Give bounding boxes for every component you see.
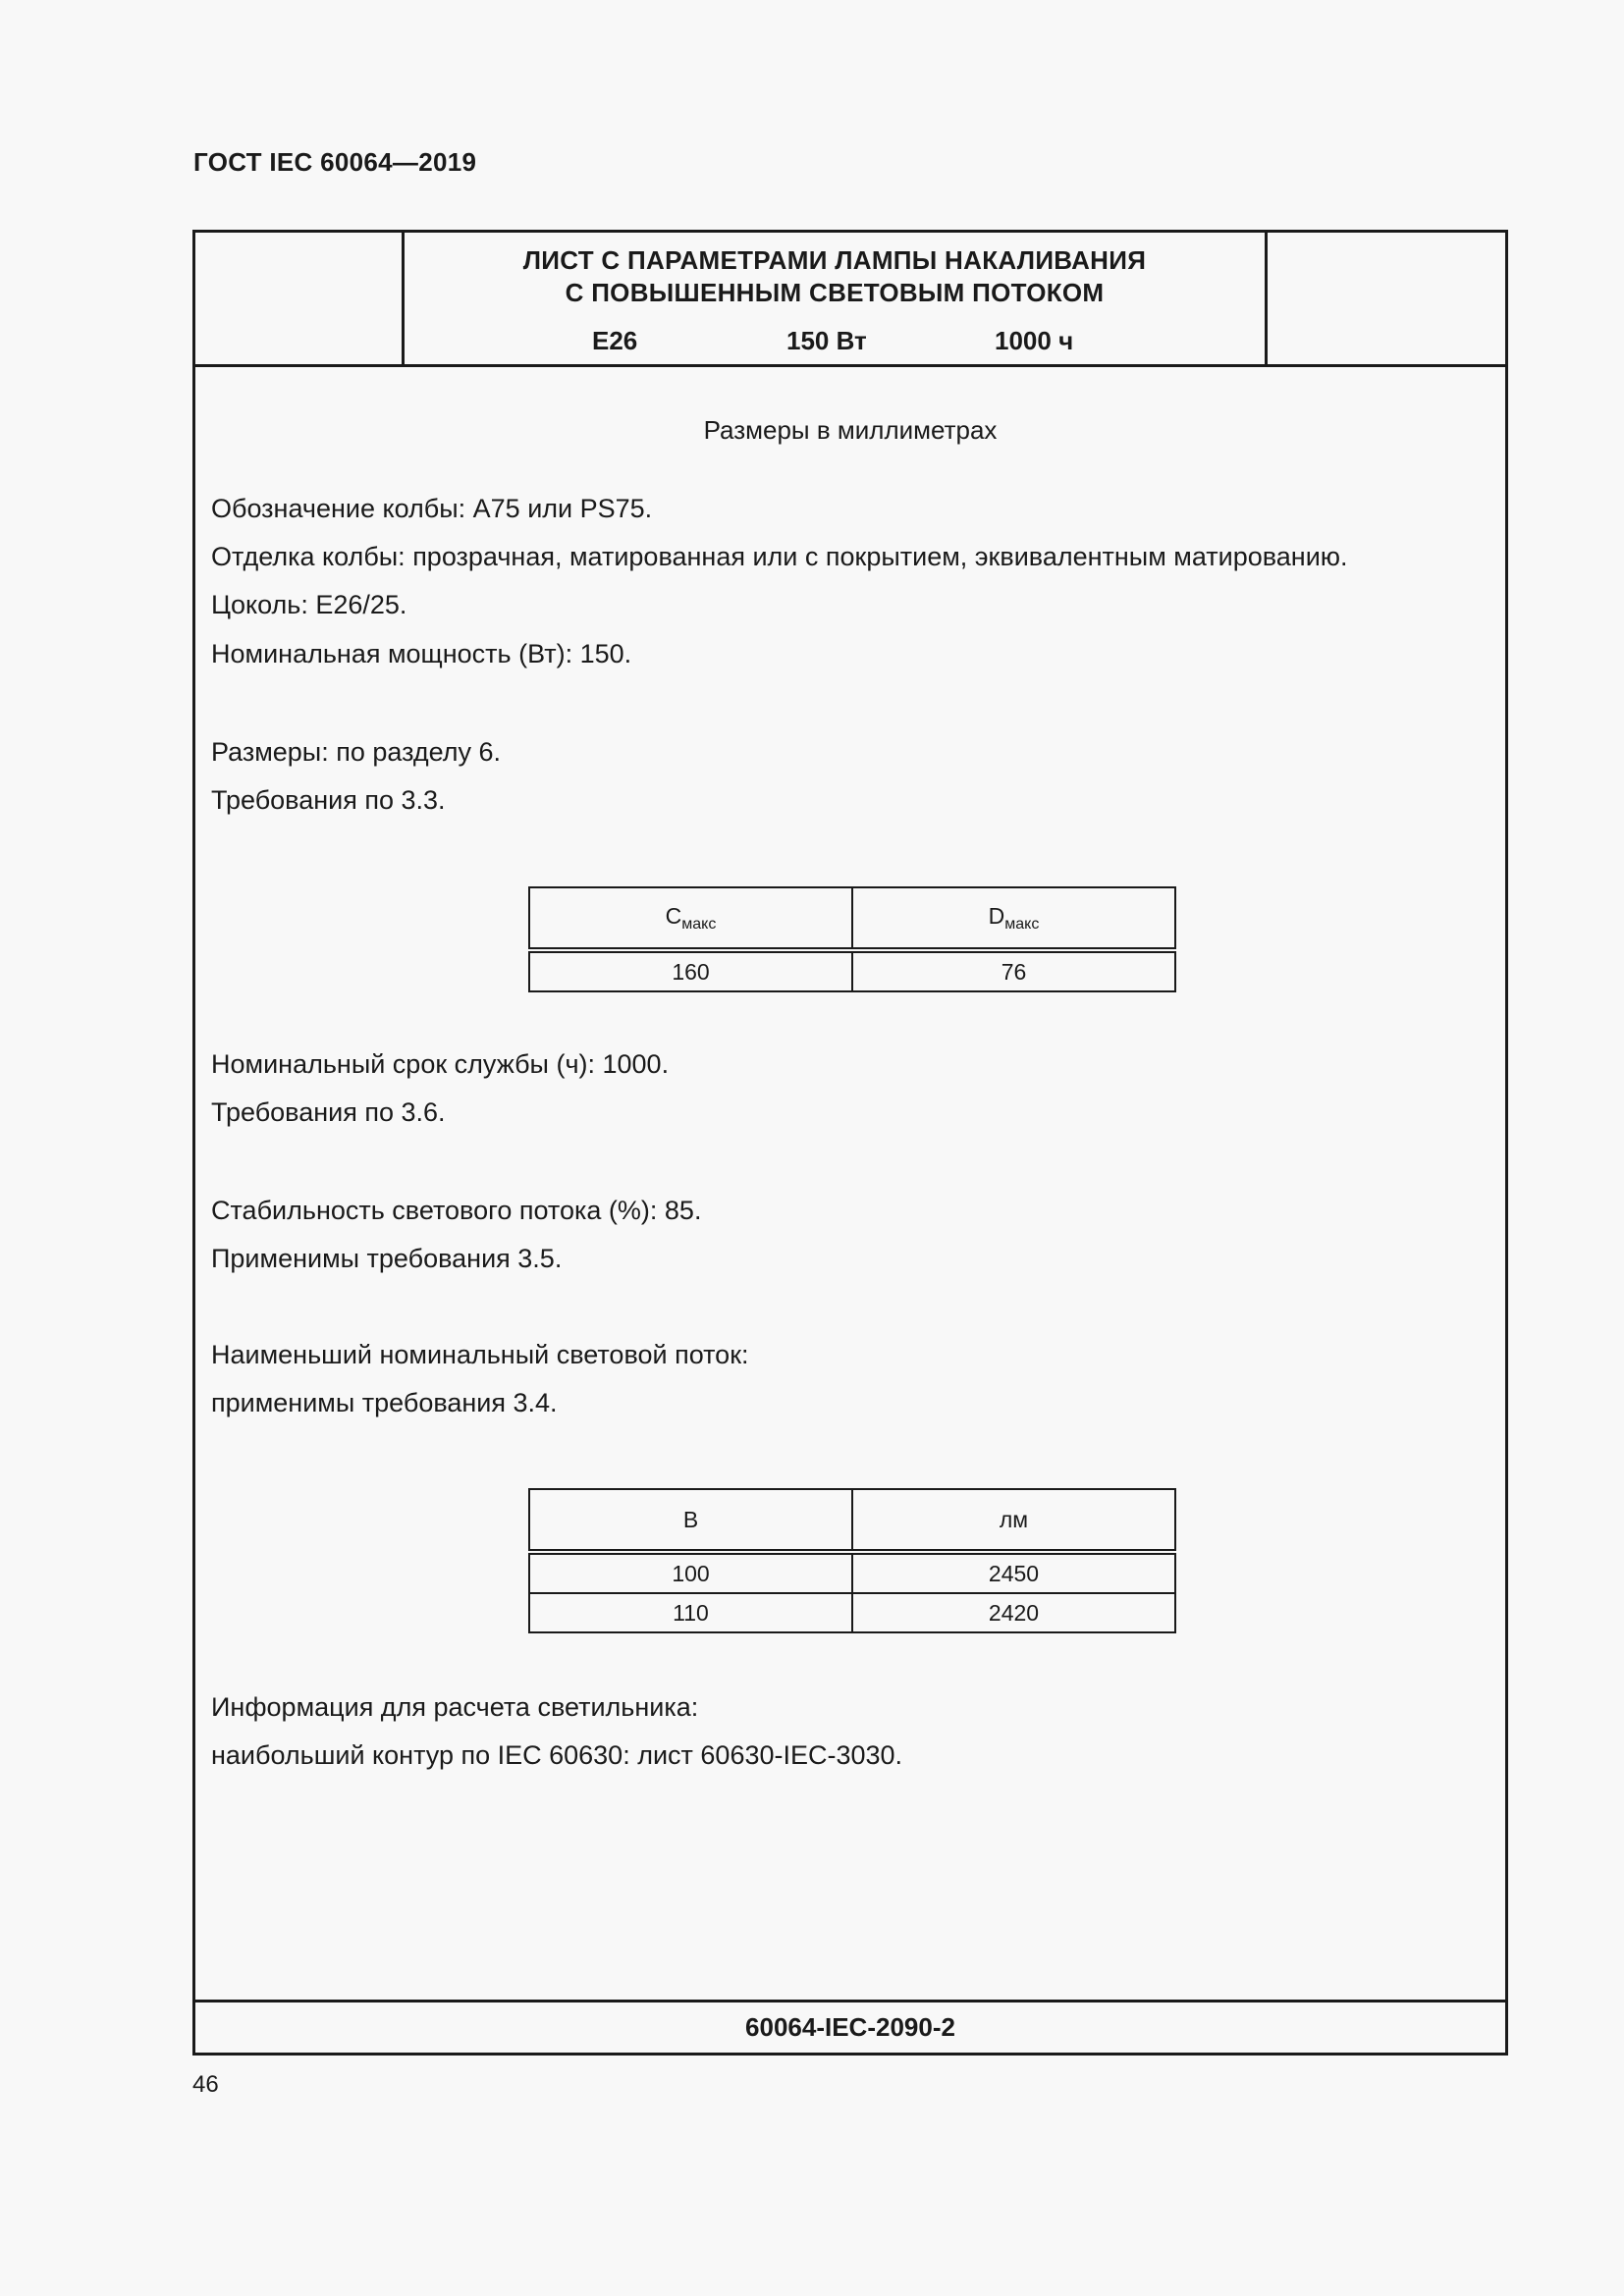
flux-table-cell: 100 <box>529 1552 852 1593</box>
document-standard-header: ГОСТ IEC 60064—2019 <box>193 147 477 177</box>
title-life: 1000 ч <box>995 326 1074 355</box>
lumen-maintenance: Стабильность светового потока (%): 85. <box>211 1196 702 1225</box>
d-max-symbol: D <box>988 902 1005 929</box>
requirements-3-4: применимы требования 3.4. <box>211 1388 558 1417</box>
flux-table-cell: 2420 <box>852 1593 1175 1632</box>
sheet-id-footer: 60064-IEC-2090-2 <box>195 2000 1505 2053</box>
requirements-3-3: Требования по 3.3. <box>211 785 446 815</box>
title-cap: E26 <box>592 326 638 355</box>
d-max-subscript: макс <box>1004 915 1040 933</box>
bulb-finish: Отделка колбы: прозрачная, матированная или с покрытием, эквивалентным матированию. <box>211 542 1348 571</box>
page-number: 46 <box>192 2071 219 2098</box>
dimensions-table-header-c-max <box>529 887 852 950</box>
flux-table-header-row <box>529 1489 1175 1552</box>
requirements-3-5: Применимы требования 3.5. <box>211 1244 563 1273</box>
minimum-luminous-flux: Наименьший номинальный световой поток: <box>211 1340 749 1369</box>
flux-table-cell: 110 <box>529 1593 852 1632</box>
title-block-right-cell <box>1265 233 1505 364</box>
flux-table-header-lumens: лм <box>852 1489 1175 1552</box>
luminous-flux-table <box>528 1488 1176 1633</box>
c-max-subscript: макс <box>681 915 717 933</box>
units-note: Размеры в миллиметрах <box>703 415 998 445</box>
flux-table-header-voltage: В <box>529 1489 852 1552</box>
luminaire-design-info: Информация для расчета светильника: <box>211 1692 699 1722</box>
flux-table-cell: 2450 <box>852 1552 1175 1593</box>
c-max-symbol: C <box>665 902 682 929</box>
title-block <box>195 233 1505 367</box>
rated-life: Номинальный срок службы (ч): 1000. <box>211 1049 670 1079</box>
sheet-title-line-1: ЛИСТ С ПАРАМЕТРАМИ ЛАМПЫ НАКАЛИВАНИЯ <box>522 245 1147 275</box>
data-sheet-frame <box>192 230 1508 2056</box>
dimensions-table <box>528 886 1176 992</box>
table-row <box>529 950 1175 991</box>
cap-type: Цоколь: E26/25. <box>211 590 407 619</box>
maximum-outline: наибольший контур по IEC 60630: лист 60630-IEC-3030. <box>211 1740 903 1770</box>
sheet-title-line-2: С ПОВЫШЕННЫМ СВЕТОВЫМ ПОТОКОМ <box>565 278 1105 307</box>
requirements-3-6: Требования по 3.6. <box>211 1097 446 1127</box>
rated-wattage: Номинальная мощность (Вт): 150. <box>211 639 632 668</box>
dimensions-table-cell: 76 <box>852 950 1175 991</box>
title-block-left-cell <box>195 233 405 364</box>
dimensions-table-header-row <box>529 887 1175 950</box>
dimensions-table-header-d-max <box>852 887 1175 950</box>
title-power: 150 Вт <box>786 326 867 355</box>
bulb-designation: Обозначение колбы: A75 или PS75. <box>211 494 653 523</box>
table-row <box>529 1552 1175 1593</box>
table-row <box>529 1593 1175 1632</box>
dimensions-reference: Размеры: по разделу 6. <box>211 737 502 767</box>
dimensions-table-cell: 160 <box>529 950 852 991</box>
